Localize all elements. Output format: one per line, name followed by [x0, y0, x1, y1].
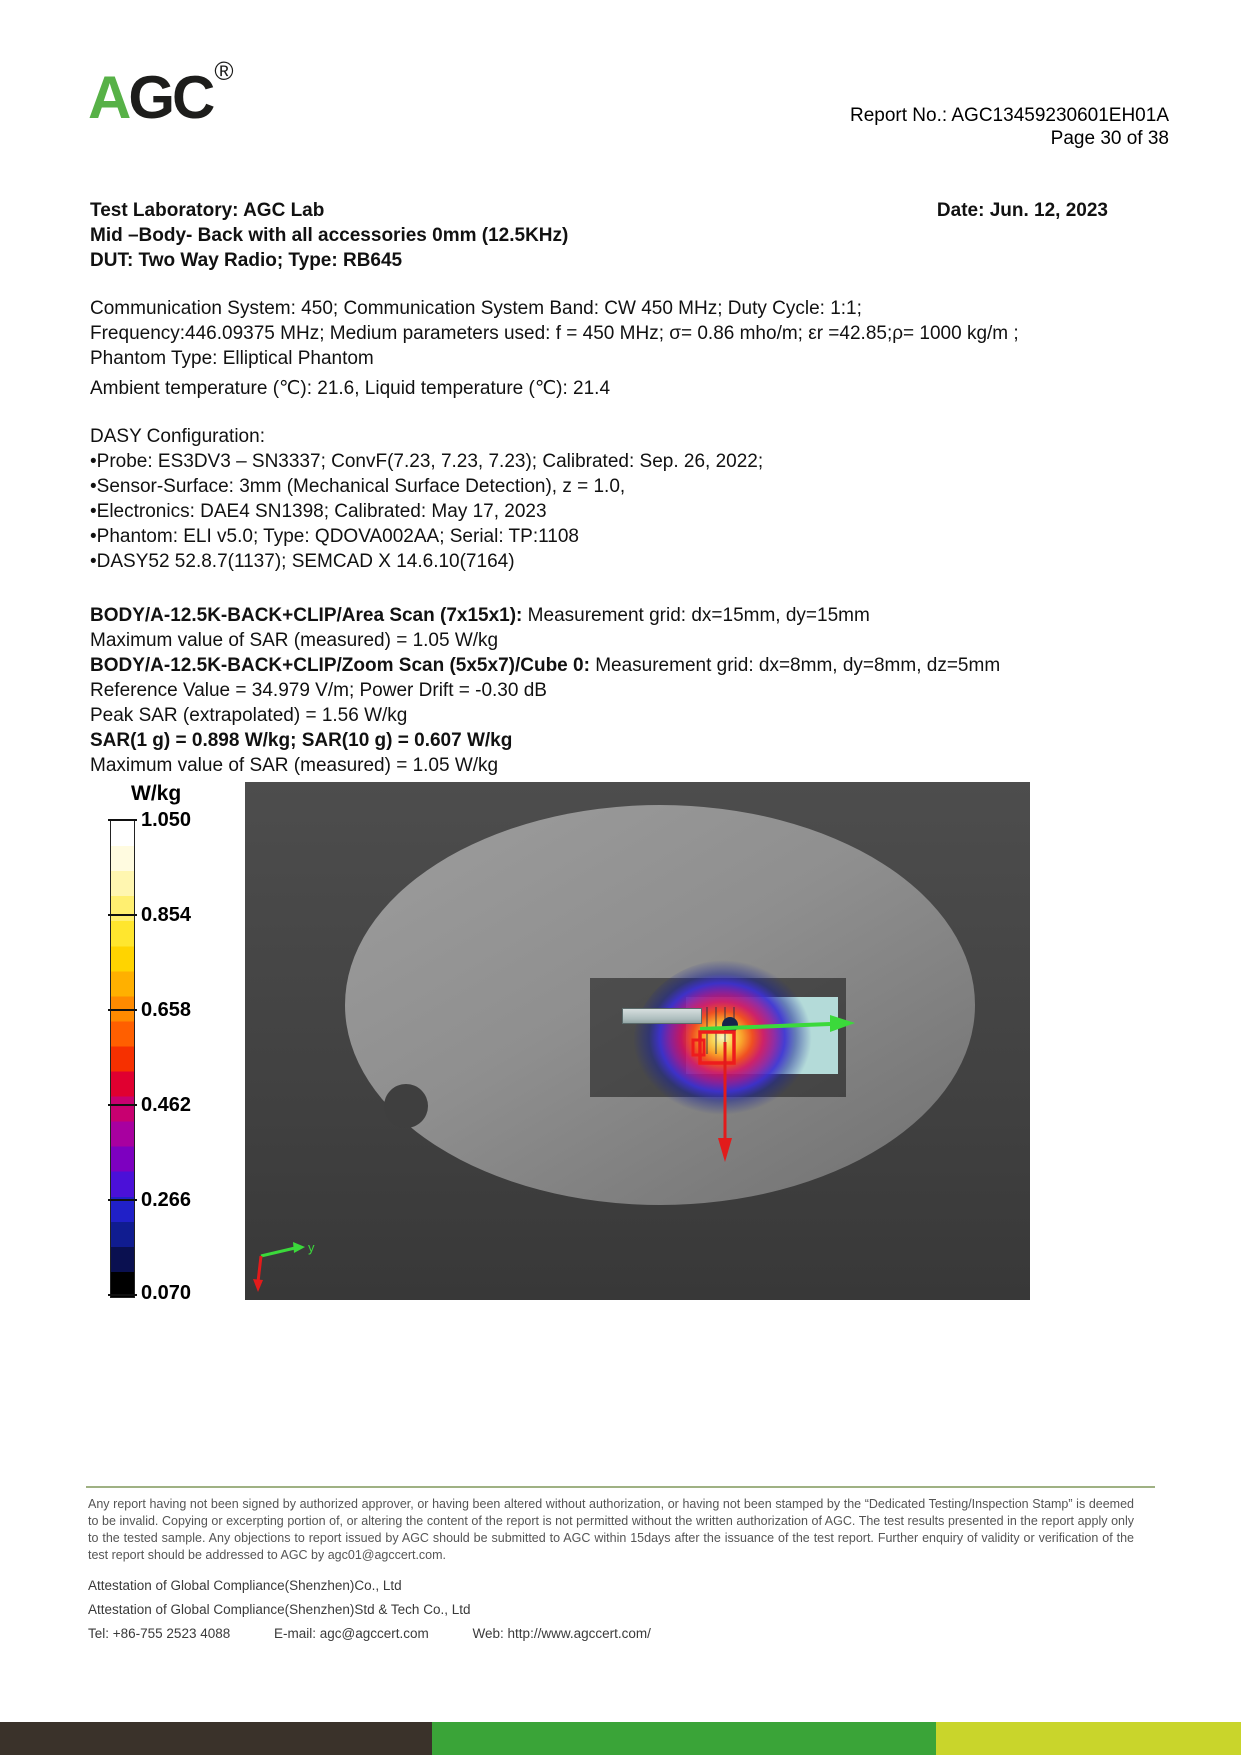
- temperature-line: Ambient temperature (℃): 21.6, Liquid temperature (℃): 21.4: [90, 378, 611, 399]
- red-arrowhead-icon: [718, 1138, 732, 1162]
- peak-sar-line: Peak SAR (extrapolated) = 1.56 W/kg: [90, 705, 408, 726]
- axes-y-label: y: [308, 1240, 315, 1255]
- scale-value: 0.070: [141, 1282, 192, 1304]
- test-info-block: [90, 198, 1166, 273]
- page-number: Page 30 of 38: [1050, 128, 1169, 149]
- report-info: [850, 104, 1169, 150]
- max-sar-line-1: Maximum value of SAR (measured) = 1.05 W/kg: [90, 630, 499, 651]
- scan-results: [90, 603, 1201, 778]
- green-axis-arrow: [700, 1024, 830, 1029]
- scale-unit-label: W/kg: [131, 782, 182, 805]
- dasy-item-software: •DASY52 52.8.7(1137); SEMCAD X 14.6.10(7164): [90, 551, 515, 572]
- footer-bar-lime-segment: [936, 1722, 1241, 1755]
- dut-title: DUT: Two Way Radio; Type: RB645: [90, 250, 403, 271]
- frequency-line: Frequency:446.09375 MHz; Medium parameters used: f = 450 MHz; σ= 0.86 mho/m; εr =42.85;ρ= 1000 kg/m ;: [90, 323, 1019, 344]
- registered-trademark-icon: ®: [214, 56, 234, 86]
- phantom-type-line: Phantom Type: Elliptical Phantom: [90, 348, 374, 369]
- dasy-item-electronics: •Electronics: DAE4 SN1398; Calibrated: May 17, 2023: [90, 501, 547, 522]
- scale-tick: [108, 819, 137, 821]
- scale-value: 0.854: [141, 904, 192, 926]
- axes-x-arrow: [258, 1256, 261, 1282]
- footer-color-bar: [0, 1722, 1241, 1755]
- axes-x-arrowhead-icon: [253, 1279, 263, 1292]
- max-sar-line-2: Maximum value of SAR (measured) = 1.05 W/kg: [90, 755, 499, 776]
- dasy-item-phantom: •Phantom: ELI v5.0; Type: QDOVA002AA; Serial: TP:1108: [90, 526, 579, 547]
- scale-value: 0.462: [141, 1094, 192, 1116]
- dasy-item-probe: •Probe: ES3DV3 – SN3337; ConvF(7.23, 7.23, 7.23); Calibrated: Sep. 26, 2022;: [90, 451, 764, 472]
- dasy-item-sensor: •Sensor-Surface: 3mm (Mechanical Surface Detection), z = 1.0,: [90, 476, 626, 497]
- contact-web: Web: http://www.agccert.com/: [472, 1626, 651, 1641]
- sar-figure: [0, 782, 1241, 1302]
- footer-bar-green-segment: [432, 1722, 936, 1755]
- reference-value-line: Reference Value = 34.979 V/m; Power Drift = -0.30 dB: [90, 680, 547, 701]
- contact-line: [88, 1626, 691, 1641]
- sar-color-scale: [110, 820, 135, 1298]
- report-number: Report No.: AGC13459230601EH01A: [850, 105, 1169, 126]
- contact-tel: Tel: +86-755 2523 4088: [88, 1626, 231, 1641]
- test-laboratory: Test Laboratory: AGC Lab: [90, 200, 325, 221]
- dasy-title: DASY Configuration:: [90, 426, 265, 447]
- report-date: Date: Jun. 12, 2023: [936, 200, 1108, 221]
- sar-1g-10g-line: SAR(1 g) = 0.898 W/kg; SAR(10 g) = 0.607 W/kg: [90, 730, 513, 751]
- footer-bar-dark-segment: [0, 1722, 432, 1755]
- company-name-2: Attestation of Global Compliance(Shenzhen)Std & Tech Co., Ltd: [88, 1602, 471, 1617]
- annotation-overlay: [245, 782, 1030, 1300]
- scale-value: 0.266: [141, 1189, 192, 1211]
- logo-letters-gc: GC: [128, 64, 213, 131]
- scale-tick: [108, 1294, 137, 1296]
- scale-value: 1.050: [141, 809, 192, 831]
- scale-tick: [108, 1104, 137, 1106]
- area-scan-line: BODY/A-12.5K-BACK+CLIP/Area Scan (7x15x1): Measurement grid: dx=15mm, dy=15mm: [90, 605, 870, 626]
- scale-tick: [108, 1009, 137, 1011]
- sar-scan-image: [245, 782, 1030, 1300]
- axes-y-arrowhead-icon: [293, 1242, 305, 1253]
- footer-divider: [86, 1486, 1155, 1488]
- disclaimer-text: Any report having not been signed by authorized approver, or having been altered without authorization, or having not been stamped by the “Dedicated Testing/Inspection Stamp” is deemed to be invalid. Copying or excerpting portion of, or altering the content of the report is not permitted without the written authorization of AGC. The test results presented in the report apply only to the tested sample. Any objections to report issued by AGC should be submitted to AGC within 15days after the issuance of the test report. Further enquiry of validity or verification of the test report should be addressed to AGC by agc01@agccert.com.: [88, 1497, 1134, 1562]
- scale-value: 0.658: [141, 999, 192, 1021]
- axes-y-arrow: [261, 1248, 295, 1256]
- dasy-configuration: [90, 424, 1201, 574]
- contact-email: E-mail: agc@agccert.com: [274, 1626, 429, 1641]
- company-name-1: Attestation of Global Compliance(Shenzhen)Co., Ltd: [88, 1578, 402, 1593]
- zoom-scan-line: BODY/A-12.5K-BACK+CLIP/Zoom Scan (5x5x7)/Cube 0: Measurement grid: dx=8mm, dy=8mm, dz=5mm: [90, 655, 1001, 676]
- logo-letter-a: A: [88, 64, 129, 131]
- communication-parameters: [90, 296, 1201, 371]
- test-position-title: Mid –Body- Back with all accessories 0mm (12.5KHz): [90, 225, 569, 246]
- green-arrowhead-icon: [830, 1015, 855, 1032]
- scale-tick: [108, 914, 137, 916]
- agc-logo: [88, 56, 234, 131]
- comm-system-line: Communication System: 450; Communication System Band: CW 450 MHz; Duty Cycle: 1:1;: [90, 298, 862, 319]
- scale-tick: [108, 1199, 137, 1201]
